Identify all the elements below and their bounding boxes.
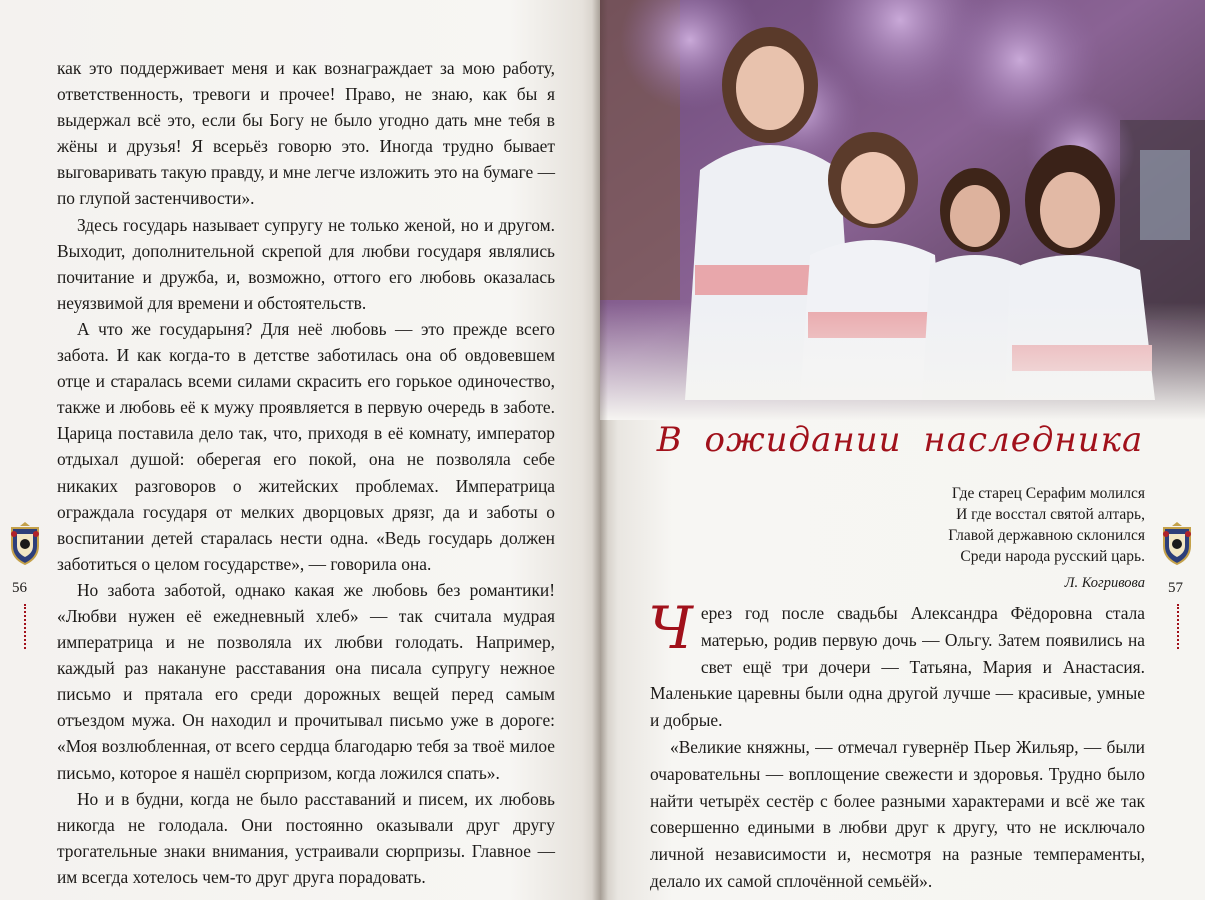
coat-of-arms-icon	[6, 522, 44, 571]
folio-ornament-left	[24, 604, 28, 649]
chapter-title: В ожидании наследника	[656, 420, 1144, 460]
epigraph-line-2: И где восстал святой алтарь,	[956, 506, 1145, 523]
dropcap-letter: Ч	[648, 594, 693, 662]
grand-duchesses-photo	[600, 0, 1205, 420]
book-gutter	[592, 0, 608, 900]
epigraph	[780, 483, 1145, 594]
epigraph-line-1: Где старец Серафим молился	[951, 485, 1145, 502]
left-paragraph-3: А что же государыня? Для неё любовь — это прежде всего забота. И как когда-то в детстве заботилась она об овдовевшем отце и старалась всеми силами скрасить его горькое одиночество, также и любовь её к мужу проявляется в первую очередь в заботе. Царица поставила дело так, что, приходя в её комнату, император отдыхал душой: оберегая его покой, она не позволяла себе никаких разговоров о житейских проблемах. Императрица ограждала государя от мелких дворцовых дрязг, да и заботы о воспитании детей старалась нести одна. «Ведь государь должен заботиться о целом государстве», — говорила она.	[57, 318, 555, 574]
photo-illustration	[600, 0, 1205, 420]
right-page-body	[648, 594, 1145, 895]
left-paragraph-1: как это поддерживает меня и как вознаграждает за мою работу, ответственность, тревоги и прочее! Право, не знаю, как бы я выдержал всё это, если бы Богу не было угодно дать мне тебя в жёны и друзья! Я всерьёз говорю это. Иногда трудно бывает выговаривать такую правду, и мне легче изложить это на бумаге — по глупой застенчивости».	[57, 58, 555, 209]
epigraph-line-4: Среди народа русский царь.	[960, 548, 1145, 565]
left-page	[0, 0, 600, 900]
coat-of-arms-icon	[1158, 522, 1196, 571]
epigraph-author: Л. Когривова	[1064, 575, 1145, 591]
epigraph-line-3: Главой державною склонился	[948, 527, 1145, 544]
left-paragraph-2: Здесь государь называет супругу не только женой, но и другом. Выходит, дополнительной скрепой для любви государя являлись почитание и дружба, и, возможно, оттого его любовь оказалась неуязвимой для времени и обстоятельств.	[57, 214, 555, 313]
folio-ornament-right	[1177, 604, 1181, 649]
left-paragraph-5: Но и в будни, когда не было расставаний и писем, их любовь никогда не голодала. Они постоянно оказывали друг другу трогательные знаки внимания, устраивали сюрпризы. Главное — им всегда хотелось чем-то друг друга порадовать.	[57, 788, 555, 887]
page-number-right: 57	[1168, 580, 1183, 596]
left-page-body	[57, 55, 555, 890]
page-number-left: 56	[12, 580, 27, 596]
right-paragraph-2: «Великие княжны, — отмечал гувернёр Пьер Жильяр, — были очаровательны — воплощение свежести и здоровья. Трудно было найти четырёх сестёр с более разными характерами и всё же так совершенно едиными в любви друг к другу, что не исключало личной независимости и, несмотря на разные темпераменты, делало их самой сплочённой семьёй».	[650, 736, 1145, 891]
right-paragraph-1: ерез год после свадьбы Александра Фёдоровна стала матерью, родив первую дочь — Ольгу. Затем появились на свет ещё три дочери — Татьяна, Мария и Анастасия. Маленькие царевны были одна другой лучше — красивые, умные и добрые.	[650, 603, 1145, 731]
left-paragraph-4: Но забота заботой, однако какая же любовь без романтики! «Любви нужен её ежедневный хлеб» — так считала мудрая императрица и не позволяла их любви голодать. Например, каждый раз накануне расставания она писала супругу нежное письмо и прятала его среди дорожных вещей перед самым отъездом мужа. Он находил и прочитывал письмо уже в дороге: «Моя возлюбленная, от всего сердца благодарю тебя за твоё милое письмо, которое я нашёл сюрпризом, когда ложился спать».	[57, 579, 555, 783]
